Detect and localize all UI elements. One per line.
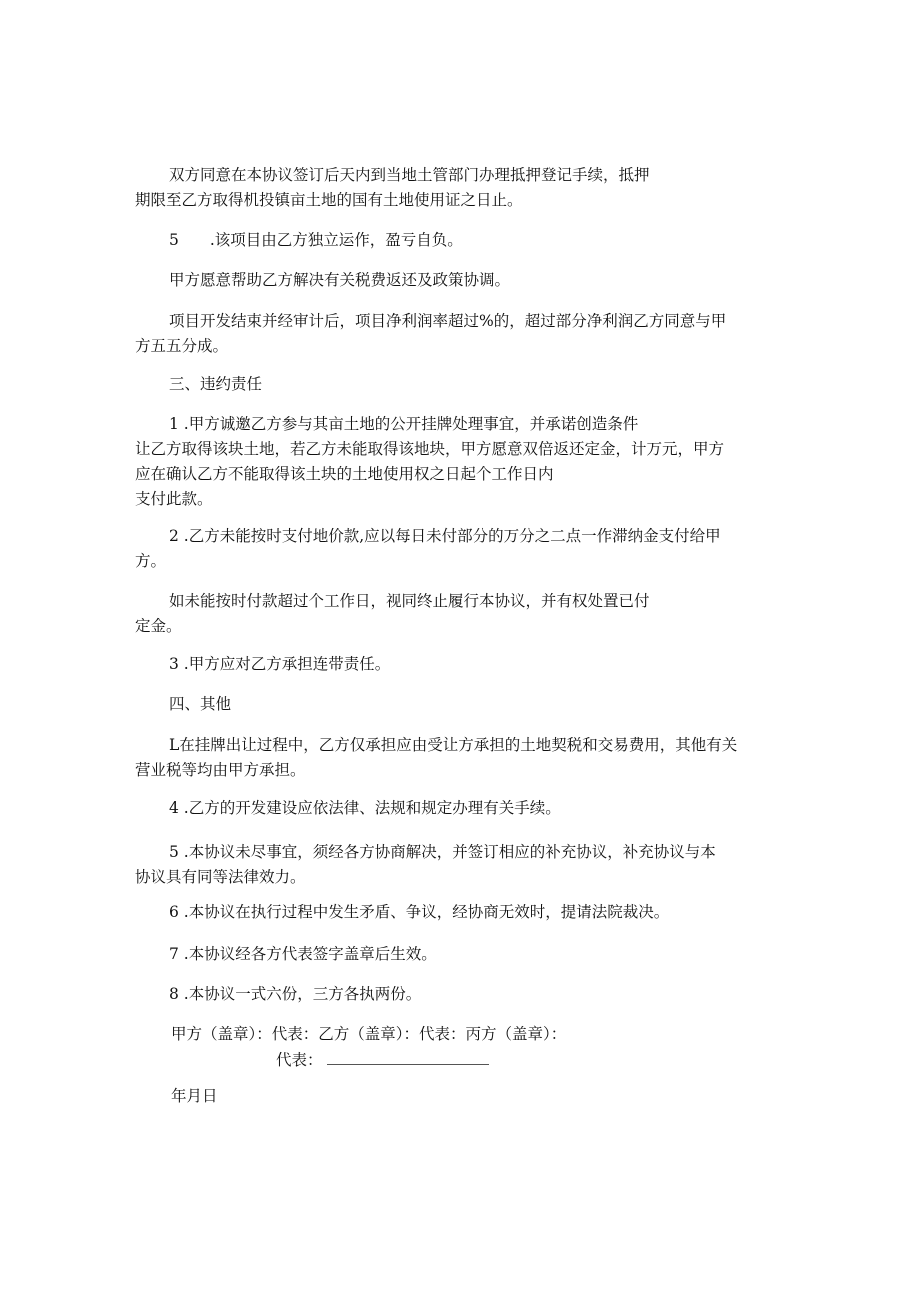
date-label: 年月日 (171, 1087, 218, 1105)
section-heading-breach (135, 372, 815, 397)
text-line: 甲方愿意帮助乙方解决有关税费返还及政策协调。 (169, 271, 511, 289)
text-line: 应在确认乙方不能取得该土块的土地使用权之日起个工作日内 (135, 465, 554, 483)
paragraph-late-payment (135, 589, 815, 639)
text-line: 项目开发结束并经审计后，项目净利润率超过%的，超过部分净利润乙方同意与甲 (169, 312, 727, 330)
paragraph-other-4 (135, 796, 815, 821)
text-line: 4 .乙方的开发建设应依法律、法规和规定办理有关手续。 (169, 799, 561, 817)
signature-blank-line (327, 1047, 489, 1065)
section-heading-other (135, 692, 815, 717)
text-line: 定金。 (135, 617, 182, 635)
paragraph-breach-3 (135, 652, 815, 677)
paragraph-breach-2 (135, 524, 815, 574)
text-line: 期限至乙方取得机投镇亩土地的国有土地使用证之日止。 (135, 191, 523, 209)
text-line: 让乙方取得该块土地，若乙方未能取得该地块，甲方愿意双倍返还定金，计万元，甲方 (135, 440, 725, 458)
text-line: 四、其他 (169, 695, 232, 713)
paragraph-other-8 (135, 982, 815, 1007)
representative-label: 代表： (276, 1051, 323, 1069)
text-line: 5 .本协议未尽事宜，须经各方协商解决，并签订相应的补充协议，补充协议与本 (169, 843, 716, 861)
signature-parties: 甲方（盖章）：代表：乙方（盖章）：代表：丙方（盖章）： (171, 1025, 567, 1043)
paragraph-other-6 (135, 900, 815, 925)
paragraph-other-7 (135, 942, 815, 967)
text-line: 如未能按时付款超过个工作日，视同终止履行本协议，并有权处置已付 (169, 592, 650, 610)
text-line: 协议具有同等法律效力。 (135, 868, 306, 886)
paragraph-other-1 (135, 733, 815, 783)
text-line: 6 .本协议在执行过程中发生矛盾、争议，经协商无效时，提请法院裁决。 (169, 903, 670, 921)
paragraph-breach-1 (135, 412, 815, 512)
signature-representative (276, 1047, 489, 1073)
text-line: 2 .乙方未能按时支付地价款,应以每日未付部分的万分之二点一作滞纳金支付给甲 (169, 527, 721, 545)
paragraph-other-5 (135, 840, 815, 890)
text-line: 营业税等均由甲方承担。 (135, 761, 306, 779)
text-line: 1 .甲方诚邀乙方参与其亩土地的公开挂牌处理事宜，并承诺创造条件 (169, 415, 639, 433)
text-line: 三、违约责任 (169, 375, 263, 393)
paragraph-item-5 (135, 228, 815, 253)
paragraph-mortgage (135, 163, 815, 213)
paragraph-profit-share (135, 309, 815, 359)
text-line: 方。 (135, 552, 167, 570)
text-line: 方五五分成。 (135, 337, 229, 355)
text-line: 5 .该项目由乙方独立运作，盈亏自负。 (169, 231, 463, 249)
text-line: 双方同意在本协议签订后天内到当地土管部门办理抵押登记手续，抵押 (169, 166, 650, 184)
text-line: 支付此款。 (135, 490, 213, 508)
text-line: L在挂牌出让过程中，乙方仅承担应由受让方承担的土地契税和交易费用，其他有关 (169, 736, 738, 754)
text-line: 3 .甲方应对乙方承担连带责任。 (169, 655, 391, 673)
text-line: 7 .本协议经各方代表签字盖章后生效。 (169, 945, 437, 963)
text-line: 8 .本协议一式六份，三方各执两份。 (169, 985, 422, 1003)
paragraph-tax-help (135, 268, 815, 293)
